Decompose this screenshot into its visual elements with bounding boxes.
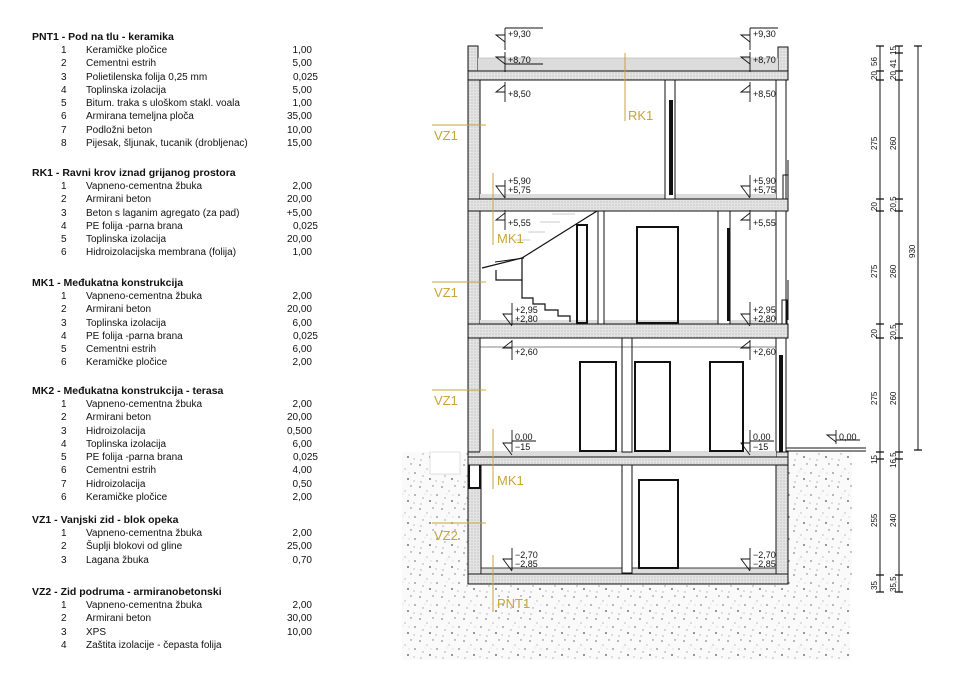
svg-text:16,5: 16,5 (889, 452, 898, 468)
level-marker-ground (827, 430, 860, 444)
svg-text:20: 20 (870, 329, 879, 338)
svg-text:+2,95: +2,95 (515, 305, 538, 315)
svg-text:20,5: 20,5 (889, 196, 898, 212)
svg-text:275: 275 (870, 136, 879, 150)
svg-text:+9,30: +9,30 (753, 29, 776, 39)
svg-text:+2,80: +2,80 (753, 314, 776, 324)
svg-text:260: 260 (889, 391, 898, 405)
dimension-chains (870, 46, 922, 592)
layer-row: 5 Cementni estrih 6,00 (61, 344, 312, 356)
layer-row: 1 Vapneno-cementna žbuka 2,00 (61, 399, 312, 410)
group-title: VZ1 - Vanjski zid - blok opeka (32, 514, 179, 526)
tag-pnt1: PNT1 (497, 596, 531, 611)
svg-text:56: 56 (870, 57, 879, 66)
svg-text:+5,55: +5,55 (753, 218, 776, 228)
svg-text:0,00: 0,00 (515, 432, 533, 442)
level-marker (496, 82, 531, 102)
svg-text:−2,85: −2,85 (515, 559, 538, 569)
level-marker (503, 548, 538, 571)
svg-text:+2,95: +2,95 (753, 305, 776, 315)
tag-vz1: VZ1 (434, 285, 458, 300)
layer-row: 3 Polietilenska folija 0,25 mm 0,025 (61, 71, 318, 83)
layer-row: 4 PE folija -parna brana 0,025 (61, 220, 318, 232)
group-title: MK1 - Međukatna konstrukcija (32, 277, 184, 289)
tag-vz1: VZ1 (434, 393, 458, 408)
level-marker (741, 210, 776, 230)
layer-row: 6 Hidroizolacijska membrana (folija) 1,00 (61, 247, 312, 259)
svg-text:+5,90: +5,90 (753, 176, 776, 186)
layer-row: 2 Armirani beton 20,00 (61, 194, 312, 206)
layer-row: 4 Toplinska izolacija 6,00 (61, 438, 312, 450)
svg-text:20: 20 (870, 202, 879, 211)
layer-row: 5 Bitum. traka s uloškom stakl. voala 1,00 (61, 98, 312, 110)
level-marker (741, 340, 776, 360)
layer-row: 2 Šuplji blokovi od gline 25,00 (61, 541, 312, 553)
group-title: VZ2 - Zid podruma - armiranobetonski (32, 586, 222, 598)
layer-row: 2 Armirani beton 20,00 (61, 304, 312, 316)
level-marker (496, 28, 543, 50)
group-title: RK1 - Ravni krov iznad grijanog prostora (32, 167, 236, 179)
svg-text:35,5: 35,5 (889, 576, 898, 592)
svg-text:20,5: 20,5 (889, 324, 898, 340)
svg-text:−15: −15 (753, 442, 769, 452)
svg-text:240: 240 (889, 513, 898, 527)
layer-row: 5 PE folija -parna brana 0,025 (61, 452, 318, 464)
tag-mk1: MK1 (497, 473, 524, 488)
svg-text:260: 260 (889, 264, 898, 278)
layer-row: 6 Armirana temeljna ploča 35,00 (61, 111, 312, 123)
layer-row: 1 Vapneno-cementna žbuka 2,00 (61, 291, 312, 302)
layer-row: 1 Keramičke pločice 1,00 (61, 45, 312, 56)
level-marker (741, 28, 778, 50)
svg-text:−2,70: −2,70 (515, 550, 538, 560)
level-marker (503, 340, 538, 360)
layer-row: 7 Podložni beton 10,00 (61, 124, 312, 136)
svg-text:+8,50: +8,50 (508, 89, 531, 99)
svg-text:255: 255 (870, 513, 879, 527)
layer-row: 1 Vapneno-cementna žbuka 2,00 (61, 528, 312, 539)
svg-text:0,00: 0,00 (839, 432, 857, 442)
layer-row: 3 Lagana žbuka 0,70 (61, 554, 312, 566)
svg-text:260: 260 (889, 136, 898, 150)
svg-text:35: 35 (870, 581, 879, 590)
svg-text:275: 275 (870, 264, 879, 278)
layer-row: 3 Beton s laganim agregato (za pad) +5,00 (61, 207, 312, 219)
layer-row: 4 Zaštita izolacije - čepasta folija (61, 639, 222, 651)
layer-row: 4 Toplinska izolacija 5,00 (61, 84, 312, 96)
layer-row: 2 Armirani beton 30,00 (61, 613, 312, 625)
tag-rk1: RK1 (628, 108, 654, 123)
layer-row: 2 Armirani beton 20,00 (61, 412, 312, 424)
layer-row: 6 Keramičke pločice 2,00 (61, 492, 312, 504)
svg-text:+5,90: +5,90 (508, 176, 531, 186)
layer-row: 7 Hidroizolacija 0,50 (61, 478, 312, 490)
layer-row: 8 Pijesak, šljunak, tucanik (drobljenac) 15,00 (61, 138, 312, 150)
level-marker (741, 82, 776, 102)
svg-text:275: 275 (870, 391, 879, 405)
svg-text:+8,70: +8,70 (753, 55, 776, 65)
svg-text:−15: −15 (515, 442, 531, 452)
layer-row: 1 Vapneno-cementna žbuka 2,00 (61, 600, 312, 611)
group-title: PNT1 - Pod na tlu - keramika (32, 31, 174, 43)
layer-row: 3 XPS 10,00 (61, 626, 312, 638)
svg-text:41: 41 (889, 59, 898, 68)
svg-text:−2,70: −2,70 (753, 550, 776, 560)
svg-text:15: 15 (889, 46, 898, 55)
layer-row: 3 Hidroizolacija 0,500 (61, 425, 312, 437)
floor-slab-575 (468, 194, 788, 211)
tag-vz2: VZ2 (434, 528, 458, 543)
stair (482, 211, 597, 322)
group-title: MK2 - Međukatna konstrukcija - terasa (32, 385, 224, 397)
svg-text:+2,80: +2,80 (515, 314, 538, 324)
svg-text:+5,55: +5,55 (508, 218, 531, 228)
layer-row: 2 Cementni estrih 5,00 (61, 58, 312, 70)
tag-mk1: MK1 (497, 231, 524, 246)
layer-row: 1 Vapneno-cementna žbuka 2,00 (61, 181, 312, 192)
svg-text:0,00: 0,00 (753, 432, 771, 442)
floor-slab-000 (468, 451, 788, 465)
level-marker (496, 210, 531, 230)
layer-row: 6 Cementni estrih 4,00 (61, 465, 312, 477)
svg-text:+5,75: +5,75 (753, 185, 776, 195)
svg-text:−2,85: −2,85 (753, 559, 776, 569)
svg-text:15: 15 (870, 455, 879, 464)
layer-row: 6 Keramičke pločice 2,00 (61, 357, 312, 369)
tag-vz1: VZ1 (434, 128, 458, 143)
svg-text:+8,70: +8,70 (508, 55, 531, 65)
svg-text:930: 930 (908, 244, 917, 258)
layer-row: 4 PE folija -parna brana 0,025 (61, 330, 318, 342)
svg-text:20: 20 (889, 71, 898, 80)
svg-text:+8,50: +8,50 (753, 89, 776, 99)
level-markers-left (496, 28, 543, 571)
layer-row: 3 Toplinska izolacija 6,00 (61, 317, 312, 329)
svg-text:+9,30: +9,30 (508, 29, 531, 39)
svg-text:20: 20 (870, 71, 879, 80)
layer-row: 5 Toplinska izolacija 20,00 (61, 234, 312, 246)
level-marker (741, 548, 776, 571)
svg-text:+5,75: +5,75 (508, 185, 531, 195)
svg-text:+2,60: +2,60 (753, 347, 776, 357)
svg-text:+2,60: +2,60 (515, 347, 538, 357)
